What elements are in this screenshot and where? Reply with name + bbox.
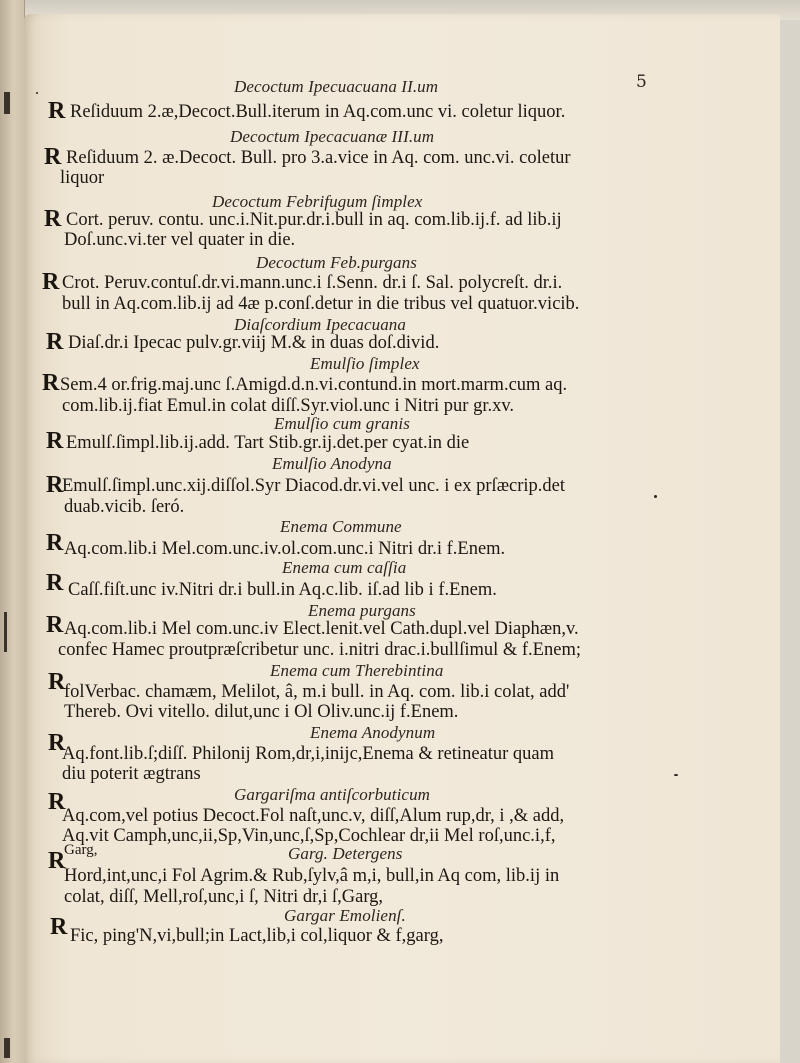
recipe-text-line: Aq.com.lib.i Mel.com.unc.iv.ol.com.unc.i Nitri dr.i f.Enem.	[64, 539, 506, 559]
recipe-text-line: com.lib.ij.fiat Emul.in colat diſſ.Syr.viol.unc i Nitri pur gr.xv.	[62, 396, 515, 416]
recipe-text-line: Cort. peruv. contu. unc.i.Nit.pur.dr.i.bull in aq. com.lib.ij.f. ad lib.ij	[66, 210, 562, 230]
recipe-symbol: R	[48, 848, 66, 874]
recipe-heading: Enema Anodynum	[310, 723, 436, 742]
recipe-heading: Gargariſma antiſcorbuticum	[234, 785, 431, 804]
recipe-text-line: Sem.4 or.frig.maj.unc ſ.Amigd.d.n.vi.contund.in mort.marm.cum aq.	[60, 375, 568, 395]
ink-speck	[674, 774, 678, 776]
recipe-heading: Decoctum Ipecuacuana II.um	[234, 77, 439, 96]
recipe-text-line: Aq.com,vel potius Decoct.Fol naſt,unc.v, diſſ,Alum rup,dr, i ,& add,	[62, 806, 565, 826]
recipe-text-line: Aq.vit Camph,unc,ii,Sp,Vin,unc,ſ,Sp,Cochlear dr,ii Mel roſ,unc.i,f,	[62, 826, 556, 846]
page-number: 5	[636, 72, 647, 92]
recipe-symbol: R	[46, 530, 64, 556]
recipe-heading: Garg. Detergens	[288, 844, 403, 863]
recipe-heading: Emulſio cum granis	[274, 414, 410, 433]
recipe-symbol: R	[42, 269, 60, 295]
recipe-symbol: R	[50, 914, 68, 940]
recipe-symbol: R	[46, 329, 64, 355]
recipe-text-line: Garg,	[64, 842, 98, 858]
previous-page-edge	[0, 0, 25, 1063]
recipe-text-line: colat, diſſ, Mell,roſ,unc,i ſ, Nitri dr,i ſ,Garg,	[64, 887, 384, 907]
recipe-text-line: Hord,int,unc,i Fol Agrim.& Rub,ſylv,â m,i, bull,in Aq com, lib.ij in	[64, 866, 560, 886]
recipe-text-line: bull in Aq.com.lib.ij ad 4æ p.conſ.detur in die tribus vel quatuor.vicib.	[62, 294, 580, 314]
ink-mark	[4, 612, 7, 652]
recipe-text-line: Fic, ping'N,vi,bull;in Lact,lib,i col,liquor & f,garg,	[70, 926, 444, 946]
recipe-heading: Decoctum Feb.purgans	[256, 253, 417, 272]
recipe-symbol: R	[46, 428, 64, 454]
recipe-text-line: duab.vicib. ſeró.	[64, 497, 185, 517]
recipe-text-line: Reſiduum 2.æ,Decoct.Bull.iterum in Aq.com.unc vi. coletur liquor.	[70, 102, 566, 122]
recipe-heading: Emulſio Anodyna	[272, 454, 392, 473]
recipe-text-line: Aq.com.lib.i Mel com.unc.iv Elect.lenit.vel Cath.dupl.vel Diaphæn,v.	[64, 619, 579, 639]
recipe-symbol: R	[48, 730, 66, 756]
recipe-symbol: R	[44, 206, 62, 232]
recipe-symbol: R	[48, 789, 66, 815]
recipe-text-line: Caſſ.fiſt.unc iv.Nitri dr.i bull.in Aq.c.lib. iſ.ad lib i f.Enem.	[68, 580, 497, 600]
recipe-symbol: R	[46, 570, 64, 596]
recipe-heading: Enema cum Therebintina	[270, 661, 444, 680]
recipe-text-line: Emulſ.ſimpl.unc.xij.diſſol.Syr Diacod.dr.vi.vel unc. i ex prſæcrip.det	[62, 476, 566, 496]
recipe-text-line: folVerbac. chamæm, Melilot, â, m.i bull. in Aq. com. lib.i colat, add'	[64, 682, 570, 702]
recipe-text-line: Crot. Peruv.contuſ.dr.vi.mann.unc.i ſ.Senn. dr.i ſ. Sal. polycreſt. dr.i.	[62, 273, 563, 293]
ink-speck	[36, 92, 38, 94]
recipe-heading: Gargar Emolienſ.	[284, 906, 406, 925]
recipe-heading: Enema cum caſſia	[282, 558, 407, 577]
recipe-text-line: Diaſ.dr.i Ipecac pulv.gr.viij M.& in duas doſ.divid.	[68, 333, 440, 353]
recipe-heading: Emulſio ſimplex	[310, 354, 420, 373]
recipe-symbol: R	[46, 472, 64, 498]
recipe-symbol: R	[44, 144, 62, 170]
recipe-symbol: R	[46, 612, 64, 638]
recipe-text-line: confec Hamec proutpræſcribetur unc. i.nitri drac.i.bullſimul & f.Enem;	[58, 640, 581, 660]
recipe-symbol: R	[48, 669, 66, 695]
recipe-heading: Enema purgans	[308, 601, 416, 620]
recipe-text-line: Aq.font.lib.ſ;diſſ. Philonij Rom,dr,i,inijc,Enema & retineatur quam	[62, 744, 555, 764]
recipe-text-line: diu poterit ægtrans	[62, 764, 201, 784]
recipe-heading: Decoctum Febrifugum ſimplex	[212, 192, 423, 211]
recipe-text-line: Thereb. Ovi vitello. dilut,unc i Ol Oliv.unc.ij f.Enem.	[64, 702, 459, 722]
ink-mark	[4, 1038, 10, 1058]
recipe-text-line: Doſ.unc.vi.ter vel quater in die.	[64, 230, 296, 250]
recipe-symbol: R	[48, 98, 66, 124]
recipe-text-line: Reſiduum 2. æ.Decoct. Bull. pro 3.a.vice in Aq. com. unc.vi. coletur	[66, 148, 571, 168]
ink-speck	[654, 495, 657, 498]
recipe-heading: Decoctum Ipecacuanæ III.um	[230, 127, 435, 146]
recipe-symbol: R	[42, 370, 60, 396]
recipe-heading: Enema Commune	[280, 517, 402, 536]
book-page	[24, 14, 780, 1063]
recipe-text-line: Emulſ.ſimpl.lib.ij.add. Tart Stib.gr.ij.det.per cyat.in die	[66, 433, 470, 453]
ink-mark	[4, 92, 10, 114]
recipe-text-line: liquor	[60, 168, 105, 188]
recipe-heading: Diaſcordium Ipecacuana	[234, 315, 407, 334]
